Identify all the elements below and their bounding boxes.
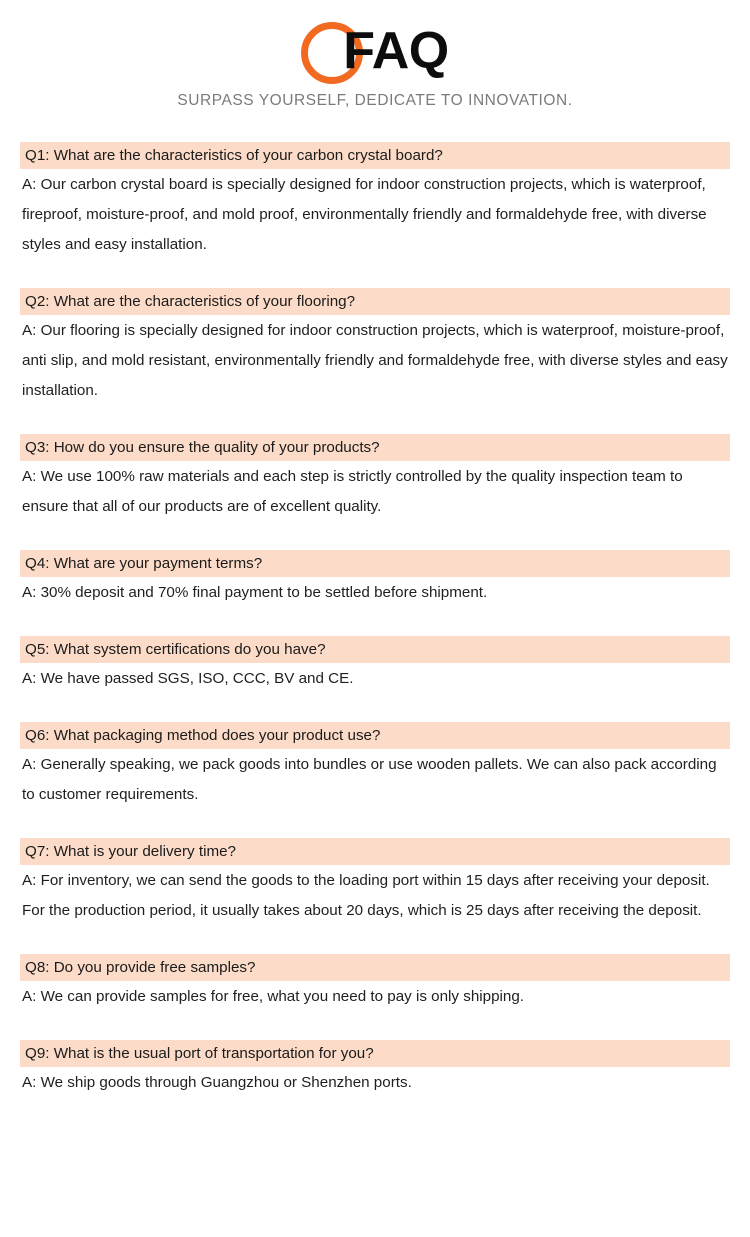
faq-question[interactable]: Q8: Do you provide free samples? bbox=[20, 954, 730, 981]
faq-answer: A: We ship goods through Guangzhou or Shenzhen ports. bbox=[22, 1074, 412, 1091]
faq-answer: A: We have passed SGS, ISO, CCC, BV and CE. bbox=[22, 670, 354, 687]
faq-item bbox=[20, 550, 730, 608]
faq-question[interactable]: Q9: What is the usual port of transportation for you? bbox=[20, 1040, 730, 1067]
faq-question[interactable]: Q2: What are the characteristics of your flooring? bbox=[20, 288, 730, 315]
faq-item bbox=[20, 954, 730, 1012]
faq-item bbox=[20, 636, 730, 694]
faq-item bbox=[20, 434, 730, 522]
faq-answer: A: Generally speaking, we pack goods into bundles or use wooden pallets. We can also pack according to customer requirements. bbox=[22, 756, 717, 803]
faq-answer: A: We use 100% raw materials and each step is strictly controlled by the quality inspection team to ensure that all of our products are of excellent quality. bbox=[22, 468, 683, 515]
faq-item bbox=[20, 838, 730, 926]
logo-wordmark: FAQ bbox=[343, 22, 449, 80]
faq-answer: A: We can provide samples for free, what you need to pay is only shipping. bbox=[22, 988, 525, 1005]
faq-question[interactable]: Q4: What are your payment terms? bbox=[20, 550, 730, 577]
page-subtitle: SURPASS YOURSELF, DEDICATE TO INNOVATION. bbox=[177, 92, 573, 109]
faq-question[interactable]: Q6: What packaging method does your product use? bbox=[20, 722, 730, 749]
faq-item bbox=[20, 142, 730, 260]
faq-item bbox=[20, 1040, 730, 1098]
faq-item bbox=[20, 288, 730, 406]
faq-answer: A: 30% deposit and 70% final payment to be settled before shipment. bbox=[22, 584, 488, 601]
faq-question[interactable]: Q7: What is your delivery time? bbox=[20, 838, 730, 865]
faq-logo bbox=[301, 14, 448, 88]
faq-question[interactable]: Q5: What system certifications do you have? bbox=[20, 636, 730, 663]
faq-question[interactable]: Q1: What are the characteristics of your carbon crystal board? bbox=[20, 142, 730, 169]
faq-answer: A: For inventory, we can send the goods to the loading port within 15 days after receiving your deposit. For the production period, it usually takes about 20 days, which is 25 days after receiving the deposit. bbox=[22, 872, 710, 919]
faq-answer: A: Our carbon crystal board is specially designed for indoor construction projects, which is waterproof, fireproof, moisture-proof, and mold proof, environmentally friendly and formaldehyde free, with diverse styles and easy installation. bbox=[22, 176, 707, 253]
faq-question[interactable]: Q3: How do you ensure the quality of your products? bbox=[20, 434, 730, 461]
faq-answer: A: Our flooring is specially designed for indoor construction projects, which is waterproof, moisture-proof, anti slip, and mold resistant, environmentally friendly and formaldehyde free, with diverse styles and easy installation. bbox=[22, 322, 728, 399]
faq-list bbox=[0, 142, 750, 1098]
faq-item bbox=[20, 722, 730, 810]
page-header bbox=[0, 0, 750, 110]
